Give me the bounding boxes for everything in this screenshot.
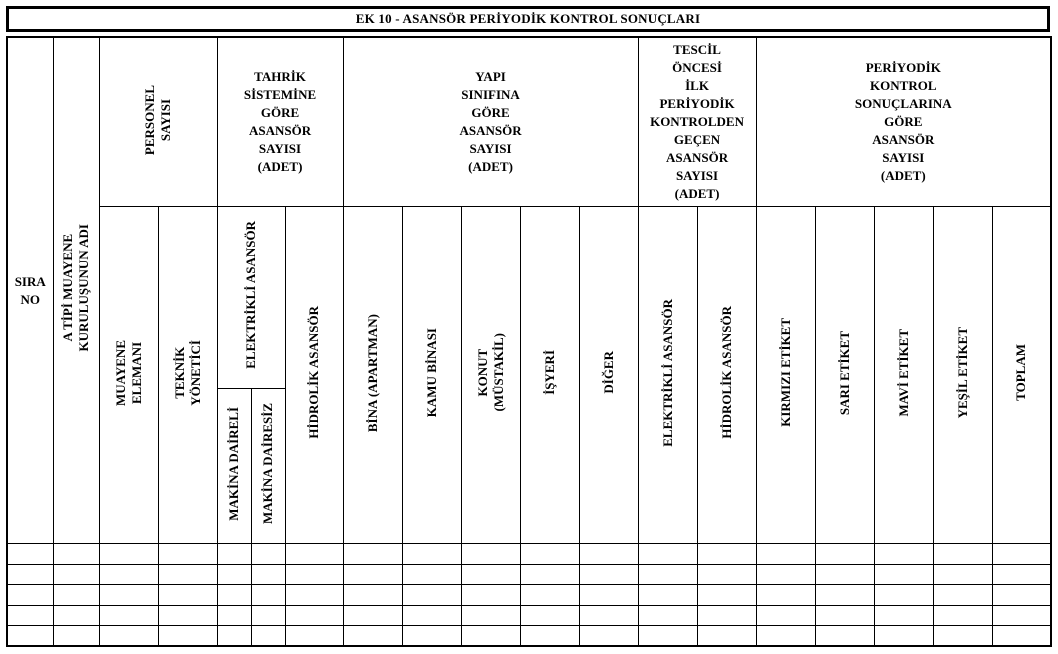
header-mavi-etiket: MAVİ ETİKET	[874, 207, 933, 544]
header-hidrolik-asansor: HİDROLİK ASANSÖR	[285, 207, 343, 544]
table-row	[7, 564, 1051, 584]
header-personel-sayisi: PERSONEL SAYISI	[99, 37, 217, 207]
header-yesil-etiket: YEŞİL ETİKET	[933, 207, 992, 544]
header-toplam: TOPLAM	[992, 207, 1051, 544]
header-tescil-hidrolik: HİDROLİK ASANSÖR	[697, 207, 756, 544]
results-table	[6, 36, 1052, 647]
header-kirmizi-etiket: KIRMIZI ETİKET	[756, 207, 815, 544]
table-row	[7, 544, 1051, 564]
header-elektrikli-asansor: ELEKTRİKLİ ASANSÖR	[217, 207, 285, 389]
table-row	[7, 625, 1051, 646]
header-muayene-elemani: MUAYENE ELEMANI	[99, 207, 158, 544]
header-tescil-elektrikli: ELEKTRİKLİ ASANSÖR	[638, 207, 697, 544]
header-bina: BİNA (APARTMAN)	[343, 207, 402, 544]
header-yapi-sinifi: YAPI SINIFINA GÖRE ASANSÖR SAYISI (ADET)	[343, 37, 638, 207]
header-isyeri: İŞYERİ	[520, 207, 579, 544]
header-periyodik-kontrol: PERİYODİK KONTROL SONUÇLARINA GÖRE ASANSÖR SAYISI (ADET)	[756, 37, 1051, 207]
header-kamu-binasi: KAMU BİNASI	[402, 207, 461, 544]
header-tahrik-sistemi: TAHRİK SİSTEMİNE GÖRE ASANSÖR SAYISI (ADET)	[217, 37, 343, 207]
table-row	[7, 585, 1051, 605]
header-sira-no: SIRA NO	[7, 37, 53, 544]
header-konut: KONUT (MÜSTAKİL)	[461, 207, 520, 544]
header-makina-dairesiz: MAKİNA DAİRESİZ	[251, 388, 285, 543]
header-diger: DİĞER	[579, 207, 638, 544]
header-tescil-oncesi: TESCİL ÖNCESİ İLK PERİYODİK KONTROLDEN GEÇEN ASANSÖR SAYISI (ADET)	[638, 37, 756, 207]
header-makina-daireli: MAKİNA DAİRELİ	[217, 388, 251, 543]
header-muayene-kurulusu: A TİPİ MUAYENE KURULUŞUNUN ADI	[53, 37, 99, 544]
form-title: EK 10 - ASANSÖR PERİYODİK KONTROL SONUÇLARI	[6, 6, 1050, 32]
table-row	[7, 605, 1051, 625]
header-sari-etiket: SARI ETİKET	[815, 207, 874, 544]
header-teknik-yonetici: TEKNİK YÖNETİCİ	[158, 207, 217, 544]
